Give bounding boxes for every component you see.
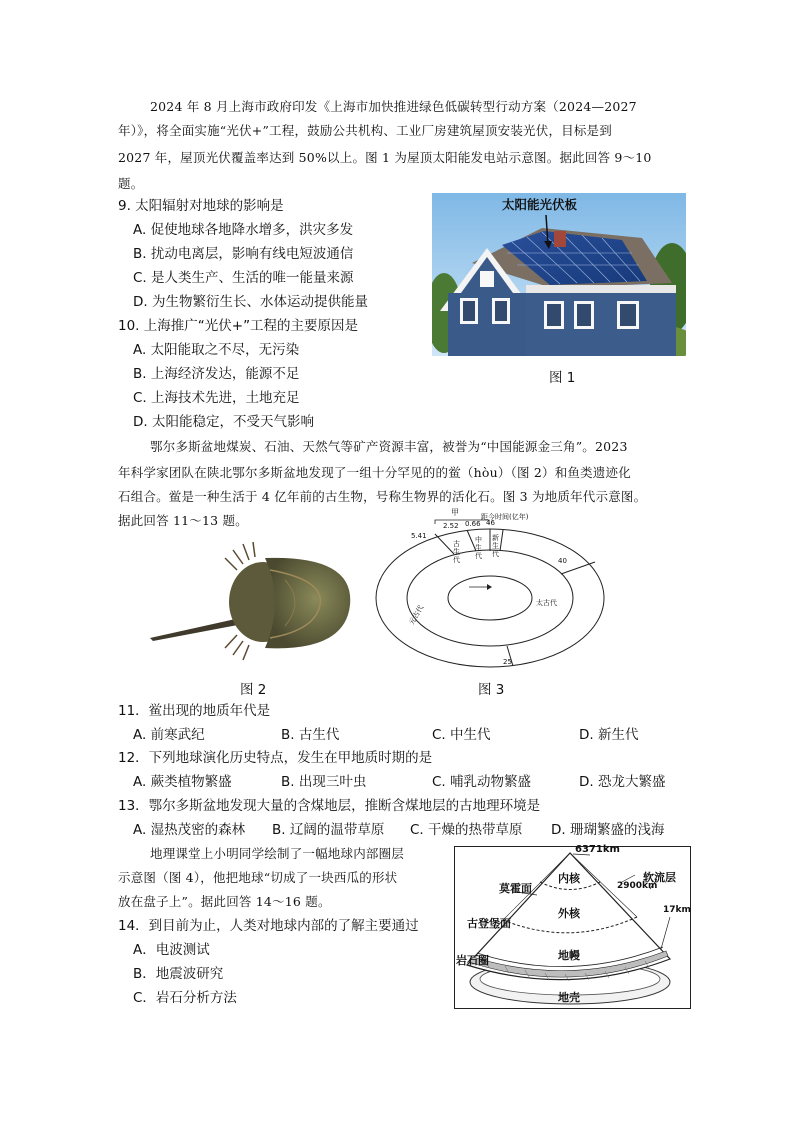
q12-option-a: A. 蕨类植物繁盛	[133, 774, 232, 790]
q13-option-a: A. 湿热茂密的森林	[133, 822, 246, 838]
intro1-line2: 年）》，将全面实施“光伏+”工程，鼓励公共机构、工业厂房建筑屋顶安装光伏，目标是到	[118, 123, 612, 138]
figure-4-moho: 莫霍面	[499, 882, 532, 895]
figure-4-depth-17: 17km	[663, 905, 691, 915]
q12-option-c: C. 哺乳动物繁盛	[432, 774, 532, 790]
q11-stem: 11．鲎出现的地质年代是	[118, 703, 271, 719]
q9-stem: 9. 太阳辐射对地球的影响是	[118, 198, 284, 214]
q9-option-d: D. 为生物繁衍生长、水体运动提供能量	[133, 294, 368, 310]
intro1-line1: 2024 年 8 月上海市政府印发《上海市加快推进绿色低碳转型行动方案（2024—2027	[150, 99, 637, 114]
figure-3-tick-40: 40	[558, 557, 567, 565]
q10-option-d: D. 太阳能稳定，不受天气影响	[133, 414, 314, 430]
q9-option-b: B. 扰动电离层，影响有线电短波通信	[133, 246, 354, 262]
intro1-line4: 题。	[118, 176, 144, 191]
figure-3-tick-25: 25	[503, 658, 512, 666]
q9-option-c: C. 是人类生产、生活的唯一能量来源	[133, 270, 354, 286]
figure-3-tick-252: 2.52	[443, 522, 459, 530]
q11-option-b: B. 古生代	[281, 727, 340, 743]
figure-3-geologic-time-diagram	[373, 510, 608, 670]
figure-3-tick-541: 5.41	[411, 532, 427, 540]
q13-option-c: C. 干燥的热带草原	[410, 822, 523, 838]
figure-4-inner-core: 内核	[558, 872, 580, 885]
q13-option-d: D. 珊瑚繁盛的浅海	[551, 822, 665, 838]
intro3-line2: 示意图（图 4），他把地球“切成了一块西瓜的形状	[118, 870, 398, 885]
figure-2-horseshoe-crab	[145, 540, 355, 665]
figure-3-tick-46: 46	[486, 519, 495, 527]
intro2-line4: 据此回答 11～13 题。	[118, 513, 248, 528]
figure-3-era-paleozoic: 古生代	[453, 540, 460, 564]
q11-option-c: C. 中生代	[432, 727, 491, 743]
figure-3-era-proterozoic: 元古代	[407, 603, 426, 627]
figure-4-depth-2900: 2900km	[617, 881, 658, 891]
figure-3-distance-label: 距今时间(亿年)	[481, 513, 529, 521]
q12-option-b: B. 出现三叶虫	[281, 774, 367, 790]
figure-4-mantle: 地幔	[558, 949, 580, 962]
q10-option-b: B. 上海经济发达，能源不足	[133, 366, 300, 382]
figure-4-lithosphere: 岩石圈	[456, 954, 489, 967]
figure-4-earth-layers-diagram	[454, 846, 691, 1009]
q12-option-d: D. 恐龙大繁盛	[579, 774, 666, 790]
figure-1-panel-label: 太阳能光伏板	[502, 197, 578, 212]
figure-4-asthenosphere: 软流层	[643, 871, 676, 884]
figure-3-jia-label: 甲	[451, 508, 459, 517]
intro2-line1: 鄂尔多斯盆地煤炭、石油、天然气等矿产资源丰富，被誉为“中国能源金三角”。2023	[150, 439, 628, 454]
figure-1-caption: 图 1	[549, 370, 576, 386]
figure-4-radius-6371: 6371km	[575, 844, 620, 855]
intro1-line3: 2027 年，屋顶光伏覆盖率达到 50%以上。图 1 为屋顶太阳能发电站示意图。据此回答 9～10	[118, 150, 652, 165]
figure-4-crust: 地壳	[558, 991, 580, 1004]
q14-option-a: A．电波测试	[133, 942, 210, 958]
q12-stem: 12．下列地球演化历史特点，发生在甲地质时期的是	[118, 750, 433, 766]
figure-3-caption: 图 3	[478, 682, 505, 698]
figure-4-gutenberg: 古登堡面	[467, 917, 511, 930]
figure-4-outer-core: 外核	[558, 907, 580, 920]
figure-3-era-archean: 太古代	[536, 599, 557, 607]
figure-3-era-mesozoic: 中生代	[475, 536, 482, 560]
intro3-line1: 地理课堂上小明同学绘制了一幅地球内部圈层	[150, 846, 405, 861]
q14-option-c: C．岩石分析方法	[133, 990, 237, 1006]
intro2-line3: 石组合。鲎是一种生活于 4 亿年前的古生物，号称生物界的活化石。图 3 为地质年代示意图。	[118, 489, 647, 504]
q14-stem: 14．到目前为止，人类对地球内部的了解主要通过	[118, 918, 419, 934]
figure-3-tick-066: 0.66	[465, 520, 481, 528]
q10-option-a: A. 太阳能取之不尽，无污染	[133, 342, 300, 358]
figure-2-caption: 图 2	[240, 682, 267, 698]
q11-option-a: A. 前寒武纪	[133, 727, 205, 743]
q13-option-b: B. 辽阔的温带草原	[272, 822, 385, 838]
q11-option-d: D. 新生代	[579, 727, 639, 743]
intro2-line2: 年科学家团队在陕北鄂尔多斯盆地发现了一组十分罕见的的鲎（hòu）（图 2）和鱼类遗迹化	[118, 465, 631, 480]
q14-option-b: B．地震波研究	[133, 966, 224, 982]
figure-1-house-photo	[432, 193, 686, 356]
figure-3-era-cenozoic: 新生代	[492, 534, 499, 558]
q9-option-a: A. 促使地球各地降水增多，洪灾多发	[133, 222, 354, 238]
q10-stem: 10. 上海推广“光伏+”工程的主要原因是	[118, 318, 359, 334]
q10-option-c: C. 上海技术先进，土地充足	[133, 390, 300, 406]
q13-stem: 13．鄂尔多斯盆地发现大量的含煤地层，推断含煤地层的古地理环境是	[118, 798, 541, 814]
intro3-line3: 放在盘子上”。据此回答 14～16 题。	[118, 894, 331, 909]
